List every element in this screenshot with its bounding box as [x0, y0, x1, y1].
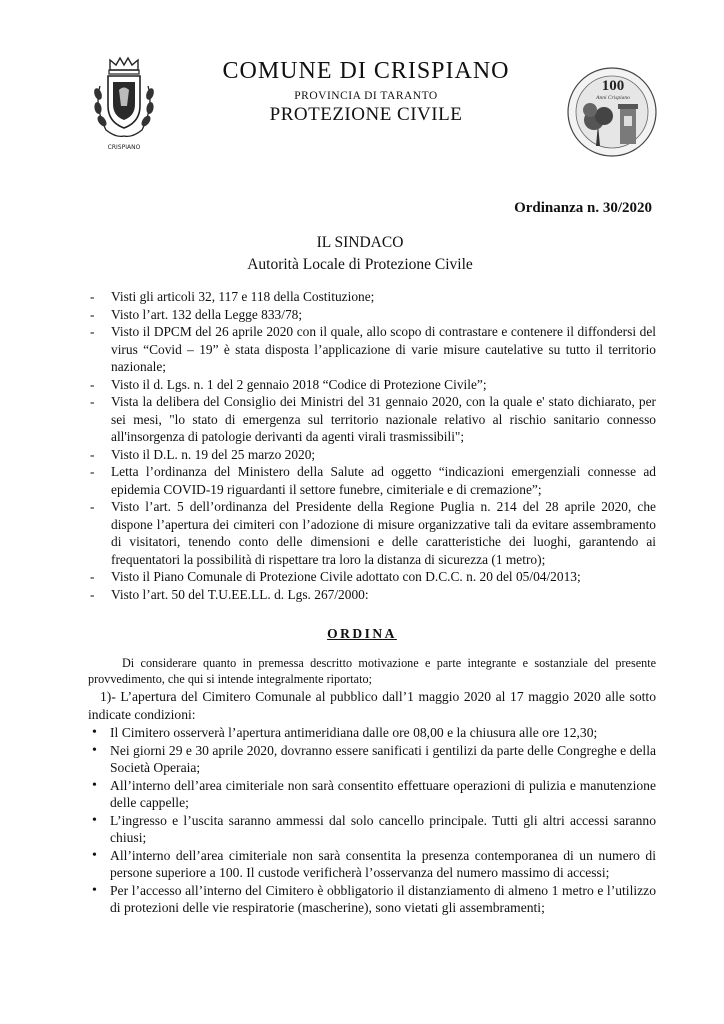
conditions-list [88, 724, 656, 917]
municipality-title: COMUNE DI CRISPIANO [222, 58, 510, 84]
condition-item: • All’interno dell’area cimiteriale non sarà consentita la presenza contemporanea di un numero di persone superiore a 100. Il custode verificherà l’osservanza del numero massimo di accessi; [88, 847, 656, 882]
crest-caption: CRISPIANO [107, 144, 141, 151]
emblem-number: 100 [601, 78, 625, 94]
centenary-emblem-logo [566, 66, 658, 158]
premise-item: - Visto il DPCM del 26 aprile 2020 con il quale, allo scopo di contrastare e contenere il diffondersi del virus “Covid – 19” è stata disposta l’applicazione di varie misure cautelative su tutto il territorio nazionale; [88, 323, 656, 376]
condition-item: • Il Cimitero osserverà l’apertura antimeridiana dalle ore 08,00 e la chiusura alle ore 12,30; [88, 724, 656, 742]
condition-item: • Nei giorni 29 e 30 aprile 2020, dovranno essere sanificati i gentilizi da parte delle Congreghe e della Società Operaia; [88, 742, 656, 777]
premise-item: - Vista la delibera del Consiglio dei Ministri del 31 gennaio 2020, con la quale e' stato dichiarato, per sei mesi, "lo stato di emergenza sul territorio nazionale relativo al rischio sanitario connesso all'insorgenza di patologie derivanti da agenti virali trasmissibili"; [88, 393, 656, 446]
province-line: PROVINCIA DI TARANTO [294, 90, 438, 102]
order-heading [0, 626, 724, 642]
condition-item: • All’interno dell’area cimiteriale non sarà consentito effettuare operazioni di pulizia e manutenzione delle cappelle; [88, 777, 656, 812]
premise-item: - Visto il d. Lgs. n. 1 del 2 gennaio 2018 “Codice di Protezione Civile”; [88, 376, 656, 394]
premise-item: - Visto il Piano Comunale di Protezione Civile adottato con D.C.C. n. 20 del 05/04/2013; [88, 568, 656, 586]
emblem-subtext: Anni Crispiano [596, 95, 630, 101]
authority-title: IL SINDACO [316, 234, 404, 251]
department-line: PROTEZIONE CIVILE [269, 104, 463, 125]
premise-item: - Visto il D.L. n. 19 del 25 marzo 2020; [88, 446, 656, 464]
order-heading-text: ORDINA [327, 626, 397, 641]
point-1-paragraph: 1)- L’apertura del Cimitero Comunale al pubblico dall’1 maggio 2020 al 17 maggio 2020 alle sotto indicate condizioni: [88, 689, 656, 722]
condition-item: • Per l’accesso all’interno del Cimitero è obbligatorio il distanziamento di almeno 1 metro e l’utilizzo di protezioni delle vie respiratorie (mascherine), sono vietati gli assembramenti; [88, 882, 656, 917]
ordinance-number: Ordinanza n. 30/2020 [514, 200, 652, 216]
premise-item: - Visto l’art. 50 del T.U.EE.LL. d. Lgs. 267/2000: [88, 586, 656, 604]
municipal-crest-logo [86, 56, 162, 152]
condition-item: • L’ingresso e l’uscita saranno ammessi dal solo cancello principale. Tutti gli altri accessi saranno chiusi; [88, 812, 656, 847]
premise-item: - Letta l’ordinanza del Ministero della Salute ad oggetto “indicazioni emergenziali connesse ad epidemia COVID-19 riguardanti il settore funebre, cimiteriale e di cremazione”; [88, 463, 656, 498]
premise-item: - Visto l’art. 5 dell’ordinanza del Presidente della Regione Puglia n. 214 del 28 aprile 2020, che dispone l’apertura dei cimiteri con l’adozione di misure organizzative tali da evitare assembramento di visitatori, tenendo conto delle dimensioni e delle caratteristiche dei luoghi, garantendo ai frequentatori la possibilità di rispettare tra loro la distanza di sicurezza (1 metro); [88, 498, 656, 568]
premise-item: - Visti gli articoli 32, 117 e 118 della Costituzione; [88, 288, 656, 306]
premises-list [88, 288, 656, 603]
authority-subtitle: Autorità Locale di Protezione Civile [247, 256, 473, 273]
intro-paragraph: Di considerare quanto in premessa descritto motivazione e parte integrante e sostanziale del presente provvedimento, che qui si intende integralmente riportato; [88, 656, 656, 686]
premise-item: - Visto l’art. 132 della Legge 833/78; [88, 306, 656, 324]
